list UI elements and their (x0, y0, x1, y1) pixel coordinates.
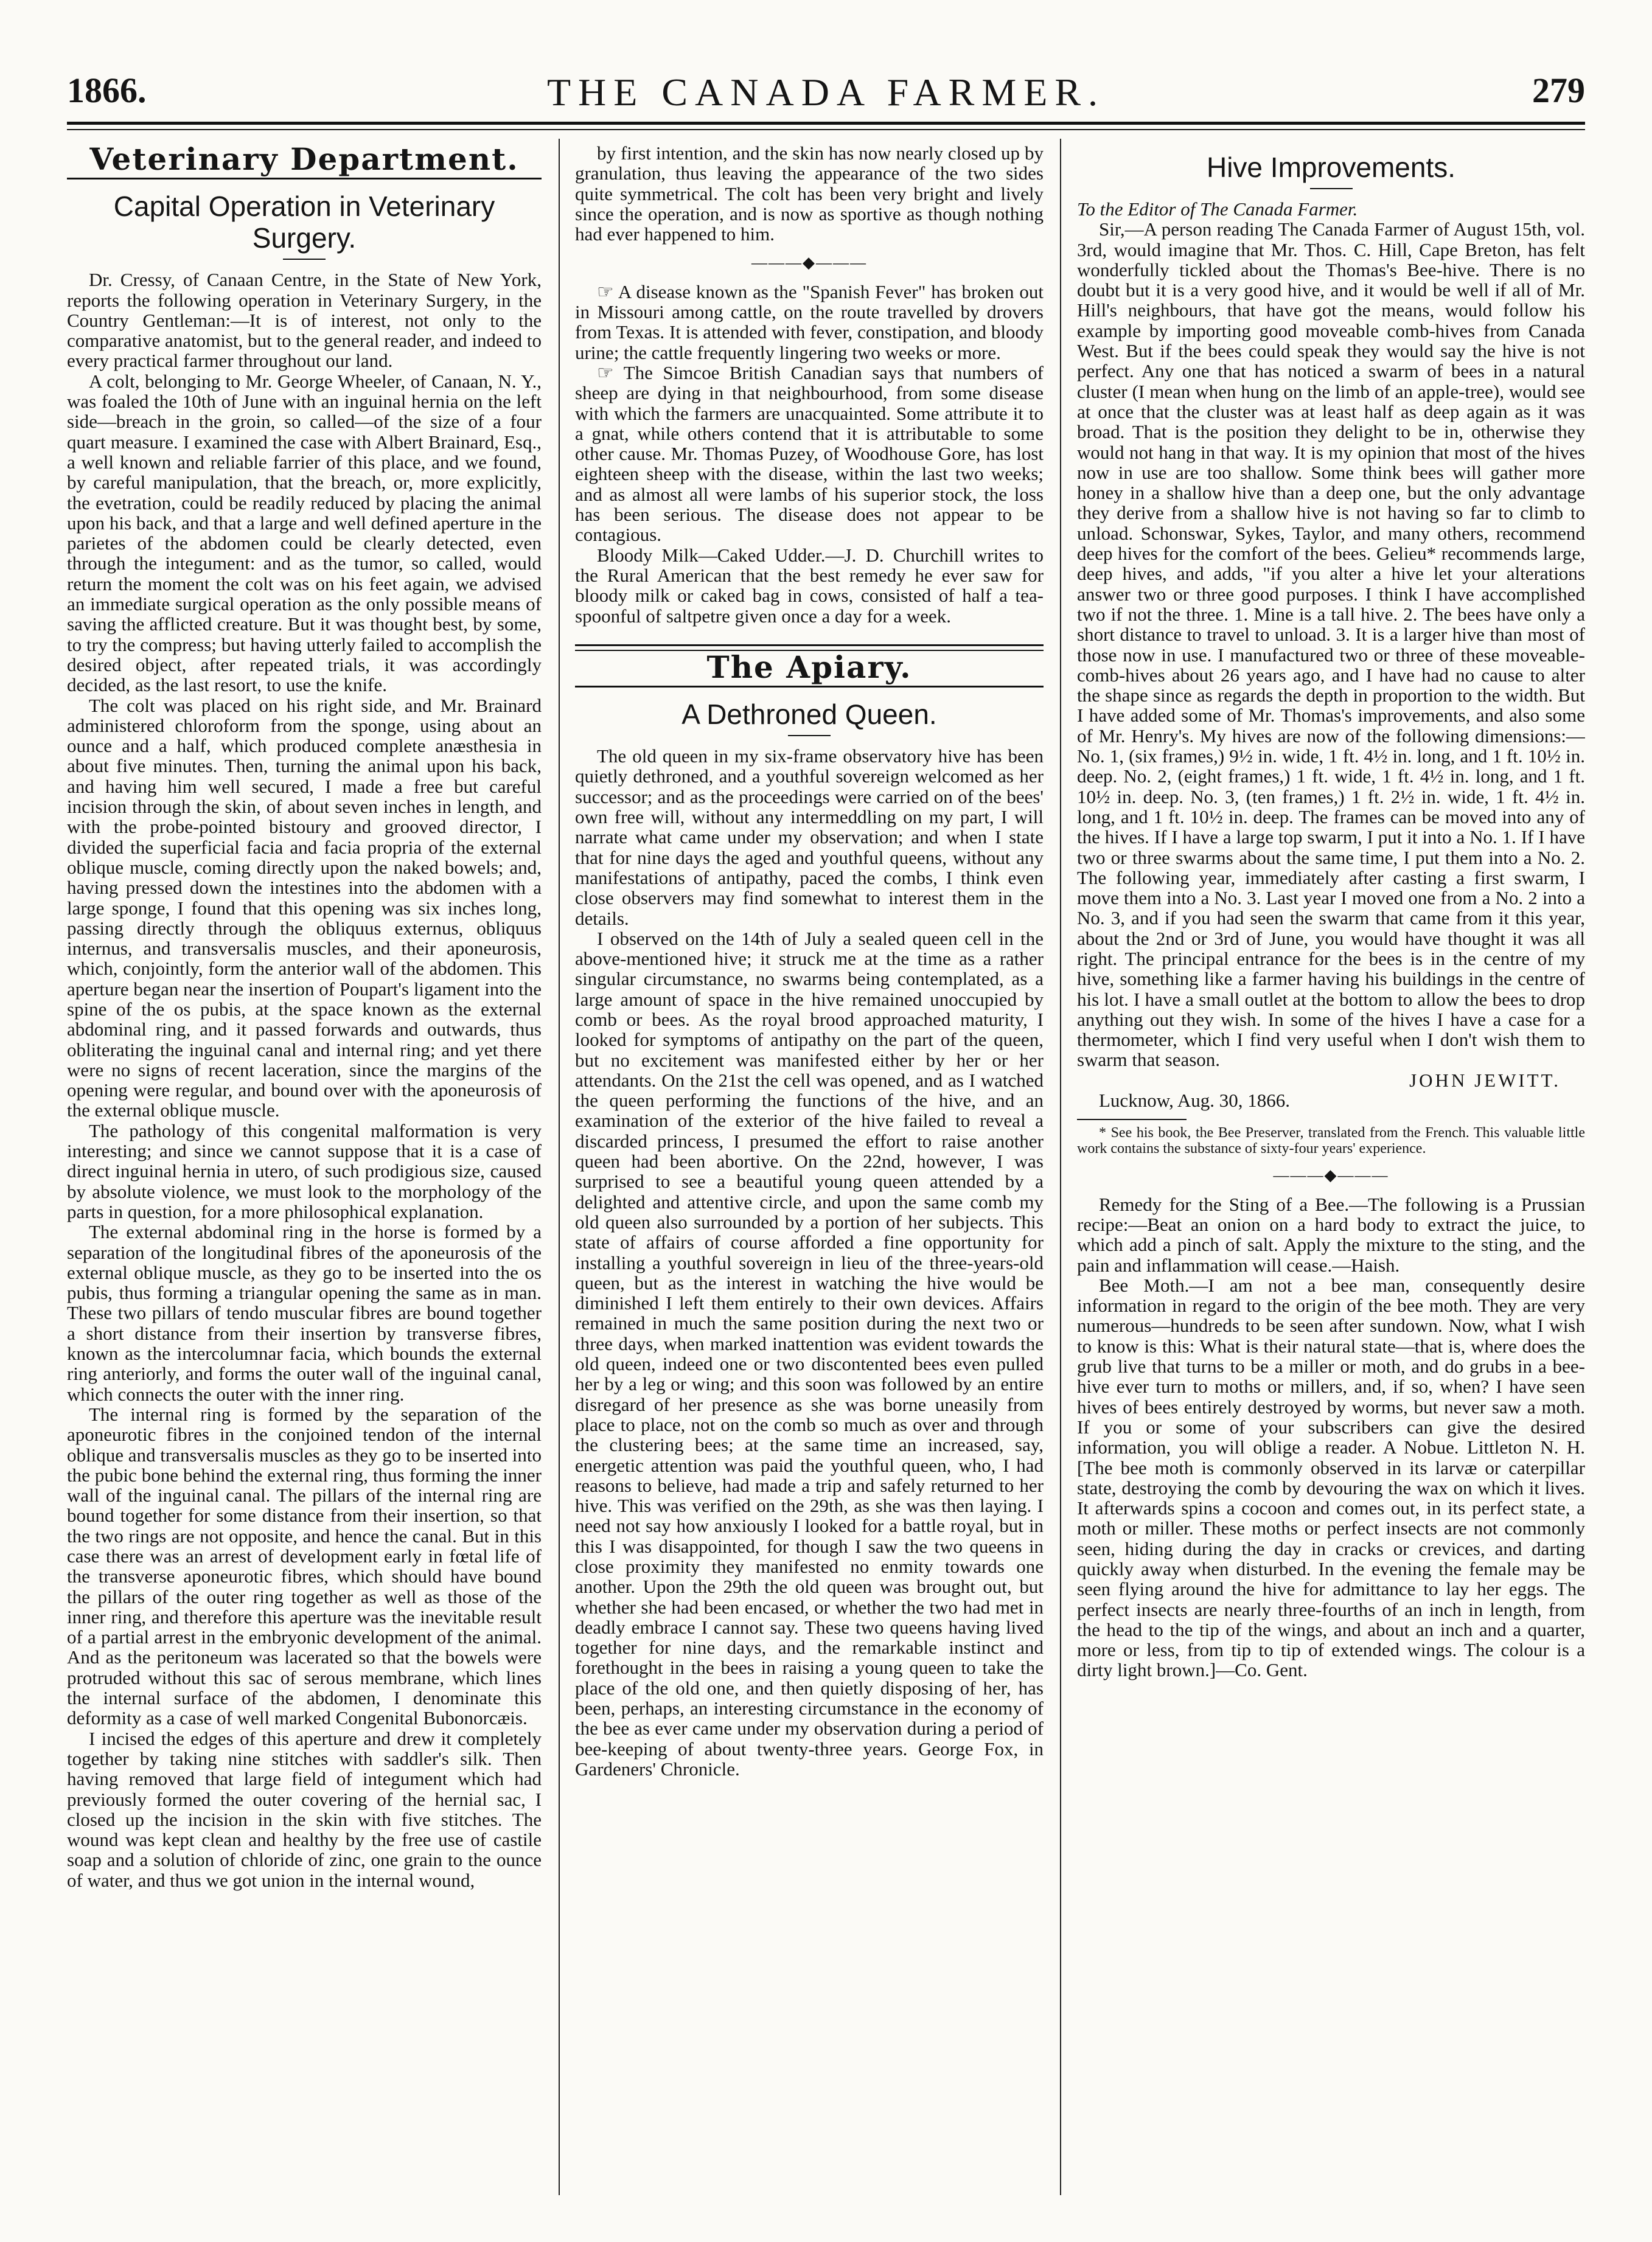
place-date: Lucknow, Aug. 30, 1866. (1099, 1090, 1290, 1112)
paragraph: The internal ring is formed by the separation of the aponeurotic fibres in the conjoined tendon of the internal oblique and transversalis muscles as they go to be inserted into the pubic bone behind the external ring, thus forming the inner wall of the inguinal canal. The pillars of the internal ring are bound together for some distance from their insertion, so that the two rings are not opposite, and hence the canal. But in this case there was an arrest of development early in fœtal life of the transverse aponeurotic fibres, which should have bound the pillars of the outer ring together as well as those of the inner ring, and therefore this aperture was the inevitable result of a partial arrest in the embryonic development of the animal. And as the peritoneum was lacerated so that the bowels were protruded without this sac of serous membrane, which lines the internal surface of the abdomen, I denominate this deformity as a case of well marked Congenital Bubonorcæis. (67, 1403, 542, 1729)
paragraph: The colt was placed on his right side, and Mr. Brainard administered chloroform from the sponge, using about an ounce and a half, which produced complete anæsthesia in about five minutes. Then, turning the animal upon his back, and having him well secured, I made a free but careful incision through the skin, of about seven inches in length, and with the probe-pointed bistoury and grooved director, I divided the superficial facia and facia propria of the external oblique muscle, coming directly upon the naked bowels; and, having pressed down the intestines into the abdomen with a large sponge, I found that this opening was six inches long, passing directly through the obliquus externus, obliquus internus, and transversalis muscles, and their aponeurosis, which, conjointly, form the anterior wall of the abdomen. This aperture began near the insertion of Poupart's ligament into the spine of the os pubis, at the space known as the external abdominal ring, and it passed forwards and outwards, thus obliterating the inguinal canal and internal ring; and yet there were no signs of recent laceration, since the margins of the opening were regular, and bound over with the aponeurosis of the external oblique muscle. (67, 694, 542, 1121)
column-3 (1077, 143, 1585, 2193)
masthead-rule-thin (67, 129, 1585, 130)
paragraph: Sir,—A person reading The Canada Farmer of August 15th, vol. 3rd, would imagine that Mr. Thos. C. Hill, Cape Breton, has felt wonderfully tickled about the Thomas's Bee-hive. There is no doubt but it is a very good hive, and it would be well if all of Mr. Hill's neighbours, that have got the means, would follow his example by importing good moveable comb-hives from Canada West. But if the bees could speak they would say the hive is not perfect. Any one that has noticed a swarm of bees in a natural cluster (I mean when hung on the limb of an apple-tree), would see at once that the cluster was at least half as deep again as it was broad. That is the position they delight to be in, otherwise they would not hang in that way. It is my opinion that most of the hives now in use are too shallow. Some think bees will gather more honey in a shallow hive than a deep one, but the only advantage they derive from a shallow hive is not having so far to climb to unload. Schonswar, Sykes, Taylor, and many others, recommend deep hives for the comfort of the bees. Gelieu* recommends large, deep hives, and adds, "if you alter a hive let your alterations answer two or three good purposes. I think I have accomplished two if not the three. 1. Mine is a tall hive. 2. The bees have only a short distance to travel to unload. 3. It is a larger hive than most of those now in use. I manufactured two or three of these moveable-comb-hives about 26 years ago, and I have had no cause to alter the shape since as regards the depth in proportion to the width. But I have added some of Mr. Thomas's improvements, and also some of Mr. Henry's. My hives are now of the following dimensions:—No. 1, (six frames,) 9½ in. wide, 1 ft. 4½ in. long, and 1 ft. 10½ in. deep. No. 2, (eight frames,) 1 ft. wide, 1 ft. 4½ in. long, and 1 ft. 10½ in. deep. No. 3, (ten frames,) 1 ft. 2½ in. wide, 1 ft. 4½ in. long, and 1 ft. 10½ in. deep. The frames can be moved into any of the hives. If I have a large top swarm, I put it into a No. 1. If I have two or three swarms about the same time, I put them into a No. 2. The following year, immediately after casting a first swarm, I move them into a No. 3. Last year I moved one from a No. 2 into a No. 3, and if you had seen the swarm that came from it this year, about the 2nd or 3rd of June, you would have thought it was all right. The principal entrance for the bees is in the centre of my hive, something like a farmer having his buildings in the centre of his lot. I have a small outlet at the bottom to allow the bees to drop anything out they wish. In some of the hives I have a case for a thermometer, which I find very useful when I don't wish them to swarm that season. (1077, 218, 1585, 1071)
ornamental-divider: ———◆——— (1273, 1166, 1389, 1185)
page-number: 279 (1532, 71, 1585, 110)
issue-year: 1866. (67, 71, 147, 110)
paragraph: Bee Moth.—I am not a bee man, consequently desire information in regard to the origin of the bee moth. They are very numerous—hundreds to be seen after sundown. Now, what I wish to know is this: What is their natural state—that is, where does the grub live that turns to be a miller or moth, and do grubs in a bee-hive ever turn to moths or millers, and, if so, when? I have seen hives of bees entirely destroyed by worms, but never saw a moth. If you or some of your subscribers can give the desired information, you will oblige a reader. A Nobue. Littleton N. H. [The bee moth is commonly observed in its larvæ or caterpillar state, destroying the comb by devouring the wax on which it lives. It afterwards spins a cocoon and comes out, in its perfect state, a moth or miller. These moths or perfect insects are not commonly seen, hiding during the day in cracks or crevices, and darting quickly away when disturbed. In the evening the female may be seen flying around the hive for admittance to lay her eggs. The perfect insects are nearly three-fourths of an inch in length, from the head to the tip of the wings, and about an inch and a quarter, more or less, from tip to tip of extended wings. The colour is a dirty light brown.]—Co. Gent. (1077, 1274, 1585, 1681)
ornamental-divider: ———◆——— (751, 254, 867, 272)
short-rule (283, 259, 326, 260)
paragraph: The external abdominal ring in the horse is formed by a separation of the longitudinal fibres of the aponeurosis of the external oblique muscle, as they go to be inserted into the os pubis, thus forming a triangular opening the same as in man. These two pillars of tendo muscular fibres are bound together a short distance from their insertion by transverse fibres, known as the intercolumnar facia, which bounds the external ring anteriorly, and forms the outer wall of the inguinal canal, which connects the outer with the inner ring. (67, 1221, 542, 1405)
signature: JOHN JEWITT. (1409, 1069, 1561, 1091)
paragraph: by first intention, and the skin has now nearly closed up by granulation, thus leaving the appearance of the two sides quite symmetrical. The colt has been very bright and lively since the operation, and is now as sportive as though nothing had ever happened to him. (575, 143, 1044, 245)
paragraph: Dr. Cressy, of Canaan Centre, in the State of New York, reports the following operation in Veterinary Surgery, in the Country Gentleman:—It is of interest, not only to the comparative anatomist, but to the general reader, and indeed to every practical farmer throughout our land. (67, 269, 542, 372)
rule (575, 644, 1044, 646)
department-heading: The Apiary. (706, 649, 912, 685)
column-1 (67, 143, 542, 2193)
rule (67, 178, 542, 179)
paragraph: ☞ A disease known as the "Spanish Fever" has broken out in Missouri among cattle, on the route travelled by drovers from Texas. It is attended with fever, constipation, and bloody urine; the cattle frequently lingering two weeks or more. (575, 280, 1044, 363)
short-rule (1310, 188, 1353, 189)
footnote: * See his book, the Bee Preserver, translated from the French. This valuable little work contains the substance of sixty-four years' experience. (1077, 1125, 1585, 1157)
salutation: To the Editor of The Canada Farmer. (1077, 198, 1358, 220)
masthead-rule (67, 122, 1585, 125)
department-heading: Veterinary Department. (89, 143, 519, 177)
paragraph: I incised the edges of this aperture and drew it completely together by taking nine stitches with saddler's silk. Then having removed that large field of integument which had previously formed the outer covering of the hernial sac, I closed up the incision in the skin with five stitches. The wound was kept clean and healthy by the free use of castile soap and a solution of chloride of zinc, one grain to the ounce of water, and thus we got union in the internal wound, (67, 1727, 542, 1891)
column-2 (575, 143, 1044, 2193)
paragraph: ☞ The Simcoe British Canadian says that numbers of sheep are dying in that neighbourhood, from some disease with which the farmers are unacquainted. Some attribute it to a gnat, while others contend that it is attributable to some other cause. Mr. Thomas Puzey, of Woodhouse Gore, has lost eighteen sheep with the disease, within the last two weeks; and as almost all were lambs of his superior stock, the loss has been serious. The disease does not appear to be contagious. (575, 361, 1044, 546)
paragraph: I observed on the 14th of July a sealed queen cell in the above-mentioned hive; it struck me at the time as a rather singular circumstance, no swarms being contemplated, as a large amount of space in the hive remained unoccupied by comb or bees. As the royal brood approached maturity, I looked for symptoms of antipathy on the part of the queen, but no excitement was manifested either by her or her attendants. On the 21st the cell was opened, and as I watched the queen performing the functions of the hive, and an examination of the exterior of the hive failed to reveal a discarded princess, I presumed the effort to raise another queen had been abortive. On the 22nd, however, I was surprised to see a beautiful young queen attended by a delighted and attentive circle, and upon the same comb my old queen also surrounded by a portion of her subjects. This state of affairs of course afforded a fine opportunity for installing a youthful sovereign in lieu of the three-years-old queen, but as the interest in watching the hive would be diminished I left them entirely to their own devices. Affairs remained in much the same position during the next two or three days, when marked inattention was evident towards the old queen, indeed one or two discontented bees even pulled her by a leg or wing; and this soon was followed by an entire disregard of her presence as she was borne uneasily from place to place, not on the comb so much as over and through the clustering bees; at the same time an increased, say, energetic attention was paid the youthful queen, who, I had reasons to believe, had made a trip and safely returned to her hive. This was verified on the 29th, as she was then laying. I need not say how anxiously I looked for a battle royal, but in this I was disappointed, for though I saw the two queens in close proximity they manifested no enmity towards one another. Upon the 29th the old queen was brought out, but whether she had been encased, or whether the two had met in deadly embrace I cannot say. These two queens having lived together for nine days, and the remarkable instinct and forethought in the bees in raising a young queen to take the place of the old one, and then quietly disposing of her, has been, perhaps, an interesting circumstance in the economy of the bee as ever came under my observation during a period of bee-keeping of about twenty-three years. George Fox, in Gardeners' Chronicle. (575, 927, 1044, 1780)
paragraph: The pathology of this congenital malformation is very interesting; and since we cannot suppose that it is a case of direct inguinal hernia in utero, of such prodigious size, caused by absolute violence, we must look to the morphology of the parts in question, for a more philosophical explanation. (67, 1119, 542, 1222)
article-headline: A Dethroned Queen. (681, 698, 937, 731)
paragraph: Bloody Milk—Caked Udder.—J. D. Churchill writes to the Rural American that the best remedy he ever saw for bloody milk or caked bag in cows, consisted of half a tea-spoonful of saltpetre given once a day for a week. (575, 544, 1044, 627)
article-headline: Hive Improvements. (1206, 151, 1455, 183)
footnote-rule (1077, 1119, 1187, 1120)
paragraph: A colt, belonging to Mr. George Wheeler, of Canaan, N. Y., was foaled the 10th of June with an inguinal hernia on the left side—breach in the groin, so called—of the size of a four quart measure. I examined the case with Albert Brainard, Esq., a well known and reliable farrier of this place, and we found, by careful manipulation, that the breach, or, more explicitly, the evetration, could be readily reduced by placing the animal upon his back, and that a large and well defined aperture in the parietes of the abdomen could be clearly detected, even through the integument: and as the tumor, so called, would return the moment the colt was on his feet again, we advised an immediate surgical operation as the only possible means of saving the afflicted creature. But it was thought best, by some, to try the compress; but having utterly failed to accomplish the desired object, after repeated trials, it was accordingly decided, as the last resort, to use the knife. (67, 370, 542, 696)
article-headline: Capital Operation in Veterinary Surgery. (113, 190, 495, 254)
rule (575, 686, 1044, 688)
masthead (67, 70, 1585, 137)
newspaper-title: THE CANADA FARMER. (546, 71, 1106, 114)
paragraph: The old queen in my six-frame observatory hive has been quietly dethroned, and a youthful sovereign welcomed as her successor; and as the proceedings were carried on of the bees' own free will, without any intermeddling on my part, I will narrate what came under my observation; and when I state that for nine days the aged and youthful queens, without any manifestations of antipathy, paced the combs, I think even close observers may find somewhat to interest them in the details. (575, 745, 1044, 929)
short-rule (788, 735, 831, 736)
paragraph: Remedy for the Sting of a Bee.—The following is a Prussian recipe:—Beat an onion on a hard body to extract the juice, to which add a pinch of salt. Apply the mixture to the sting, and the pain and inflammation will cease.—Haish. (1077, 1193, 1585, 1276)
column-divider (559, 139, 560, 2195)
column-divider (1060, 139, 1061, 2195)
